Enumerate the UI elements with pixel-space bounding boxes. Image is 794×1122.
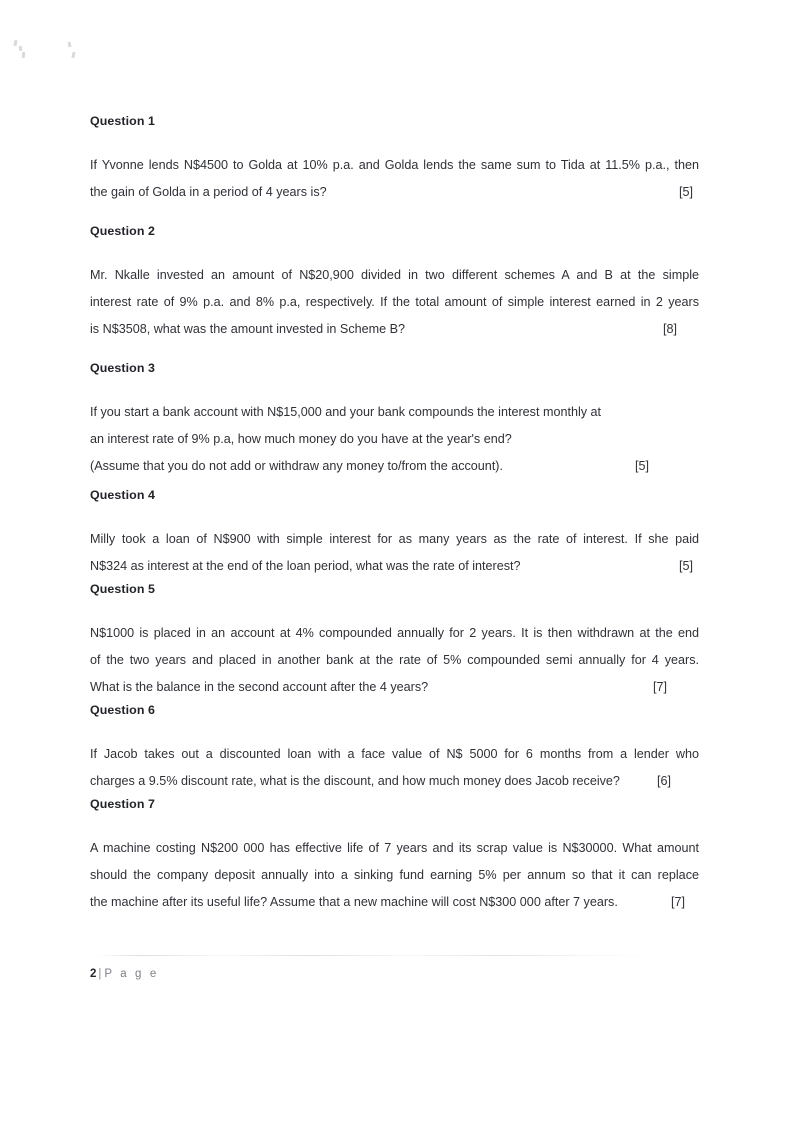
scan-speck-icon: [19, 46, 23, 51]
question-line: Mr. Nkalle invested an amount of N$20,900 divided in two different schemes A and B at the simple: [90, 268, 699, 282]
question-marks: [5]: [635, 459, 650, 473]
question-block: [90, 488, 699, 580]
question-heading: Question 4: [90, 488, 156, 502]
question-line: What is the balance in the second account after the 4 years? [7]: [90, 674, 699, 701]
scan-speck-icon: [68, 42, 72, 47]
question-line: If Yvonne lends N$4500 to Golda at 10% p.a. and Golda lends the same sum to Tida at 11.5% p.a., then: [90, 158, 699, 172]
page-number: 2: [90, 968, 97, 980]
question-heading: Question 5: [90, 582, 156, 596]
question-line: (Assume that you do not add or withdraw any money to/from the account). [5]: [90, 453, 699, 480]
question-line: should the company deposit annually into a sinking fund earning 5% per annum so that it can replace: [90, 868, 699, 882]
question-heading: Question 1: [90, 114, 156, 128]
question-heading: Question 3: [90, 361, 156, 375]
question-marks: [5]: [679, 185, 694, 199]
question-list: [90, 114, 699, 916]
question-heading: Question 2: [90, 224, 156, 238]
page-footer: [90, 968, 159, 980]
question-block: [90, 582, 699, 701]
question-block: [90, 114, 699, 206]
question-block: [90, 361, 699, 480]
question-marks: [6]: [657, 774, 672, 788]
question-line: is N$3508, what was the amount invested in Scheme B? [8]: [90, 316, 699, 343]
question-line: N$324 as interest at the end of the loan period, what was the rate of interest? [5]: [90, 553, 699, 580]
question-marks: [7]: [671, 895, 686, 909]
question-line: A machine costing N$200 000 has effective life of 7 years and its scrap value is N$30000. What amount: [90, 841, 699, 855]
page-label-word: P a g e: [104, 968, 159, 980]
question-text: [90, 741, 699, 795]
question-block: [90, 797, 699, 916]
question-text: [90, 835, 699, 916]
scan-speck-icon: [22, 52, 26, 58]
question-line: interest rate of 9% p.a. and 8% p.a, respectively. If the total amount of simple interest earned in 2 years: [90, 295, 699, 309]
scan-streak-artifact: [96, 955, 662, 956]
question-line: the machine after its useful life? Assume that a new machine will cost N$300 000 after 7 years. [7]: [90, 889, 699, 916]
question-text: [90, 620, 699, 701]
question-line: the gain of Golda in a period of 4 years is? [5]: [90, 179, 699, 206]
question-line: charges a 9.5% discount rate, what is the discount, and how much money does Jacob receive? [6]: [90, 768, 699, 795]
question-text: [90, 399, 699, 480]
page-label-separator: |: [98, 968, 102, 980]
question-block: [90, 703, 699, 795]
question-line: If you start a bank account with N$15,000 and your bank compounds the interest monthly at: [90, 405, 602, 419]
scan-speck-icon: [71, 52, 75, 59]
question-line: If Jacob takes out a discounted loan with a face value of N$ 5000 for 6 months from a lender who: [90, 747, 699, 761]
question-line: an interest rate of 9% p.a, how much money do you have at the year's end?: [90, 432, 512, 446]
question-line: of the two years and placed in another bank at the rate of 5% compounded semi annually for 4 years.: [90, 653, 699, 667]
question-heading: Question 6: [90, 703, 156, 717]
question-marks: [5]: [679, 559, 694, 573]
question-block: [90, 224, 699, 343]
question-marks: [7]: [653, 680, 668, 694]
question-text: [90, 152, 699, 206]
scan-speck-icon: [13, 40, 17, 46]
question-text: [90, 526, 699, 580]
question-line: N$1000 is placed in an account at 4% compounded annually for 2 years. It is then withdrawn at the end: [90, 626, 699, 640]
question-marks: [8]: [663, 322, 678, 336]
question-heading: Question 7: [90, 797, 156, 811]
question-line: Milly took a loan of N$900 with simple interest for as many years as the rate of interest. If she paid: [90, 532, 699, 546]
question-text: [90, 262, 699, 343]
